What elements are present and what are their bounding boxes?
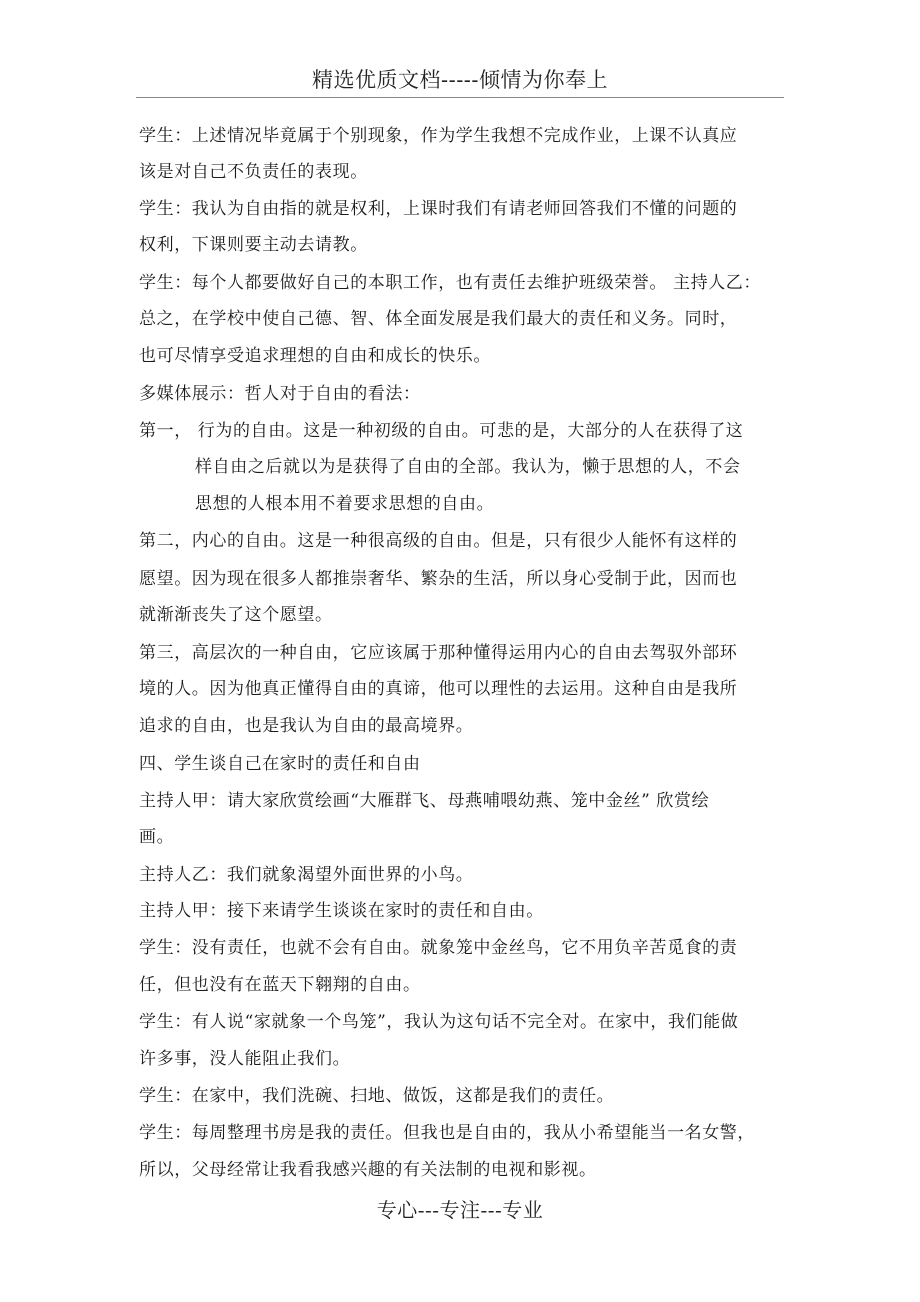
text-line: 第一， 行为的自由。这是一种初级的自由。可悲的是，大部分的人在获得了这 xyxy=(139,421,744,441)
text-line: 第三，高层次的一种自由，它应该属于那种懂得运用内心的自由去驾驭外部环 xyxy=(139,643,738,663)
text-line: 学生：我认为自由指的就是权利，上课时我们有请老师回答我们不懂的问题的 xyxy=(139,199,738,219)
text-line: 画。 xyxy=(139,827,175,847)
text-line: 第二，内心的自由。这是一种很高级的自由。但是，只有很少人能怀有这样的 xyxy=(139,531,738,551)
text-line: 主持人甲：请大家欣赏绘画“大雁群飞、母燕哺喂幼燕、笼中金丝” 欣赏绘 xyxy=(139,791,710,811)
text-line: 该是对自己不负责任的表现。 xyxy=(139,162,368,182)
text-line: 任，但也没有在蓝天下翱翔的自由。 xyxy=(139,975,421,995)
text-line: 主持人甲：接下来请学生谈谈在家时的责任和自由。 xyxy=(139,901,544,921)
text-line: 学生：上述情况毕竟属于个别现象，作为学生我想不完成作业，上课不认真应 xyxy=(139,126,738,146)
text-line: 许多事，没人能阻止我们。 xyxy=(139,1049,351,1069)
text-line: 思想的人根本用不着要求思想的自由。 xyxy=(195,494,495,514)
text-line: 就渐渐丧失了这个愿望。 xyxy=(139,605,333,625)
text-line: 多媒体展示：哲人对于自由的看法： xyxy=(139,384,421,404)
section-heading: 四、学生谈自己在家时的责任和自由 xyxy=(139,754,421,774)
text-line: 主持人乙：我们就象渴望外面世界的小鸟。 xyxy=(139,865,474,885)
text-line: 学生：在家中，我们洗碗、扫地、做饭，这都是我们的责任。 xyxy=(139,1086,615,1106)
text-line: 也可尽情享受追求理想的自由和成长的快乐。 xyxy=(139,346,491,366)
header-divider xyxy=(136,97,784,98)
text-line: 权利，下课则要主动去请教。 xyxy=(139,235,368,255)
text-line: 学生：每个人都要做好自己的本职工作，也有责任去维护班级荣誉。 主持人乙： xyxy=(139,273,762,293)
text-line: 样自由之后就以为是获得了自由的全部。我认为，懒于思想的人，不会 xyxy=(195,457,741,477)
text-line: 追求的自由，也是我认为自由的最高境界。 xyxy=(139,716,474,736)
text-line: 境的人。因为他真正懂得自由的真谛，他可以理性的去运用。这种自由是我所 xyxy=(139,679,738,699)
page-footer: 专心---专注---专业 xyxy=(376,1198,544,1222)
text-line: 所以，父母经常让我看我感兴趣的有关法制的电视和影视。 xyxy=(139,1160,597,1180)
text-line: 愿望。因为现在很多人都推崇奢华、繁杂的生活，所以身心受制于此，因而也 xyxy=(139,569,738,589)
page-header: 精选优质文档-----倾情为你奉上 xyxy=(312,68,608,92)
text-line: 学生：每周整理书房是我的责任。但我也是自由的，我从小希望能当一名女警， xyxy=(139,1123,755,1143)
text-line: 总之，在学校中使自己德、智、体全面发展是我们最大的责任和义务。同时， xyxy=(139,309,738,329)
text-line: 学生：有人说“家就象一个鸟笼”，我认为这句话不完全对。在家中，我们能做 xyxy=(139,1012,739,1032)
text-line: 学生：没有责任，也就不会有自由。就象笼中金丝鸟，它不用负辛苦觅食的责 xyxy=(139,938,738,958)
